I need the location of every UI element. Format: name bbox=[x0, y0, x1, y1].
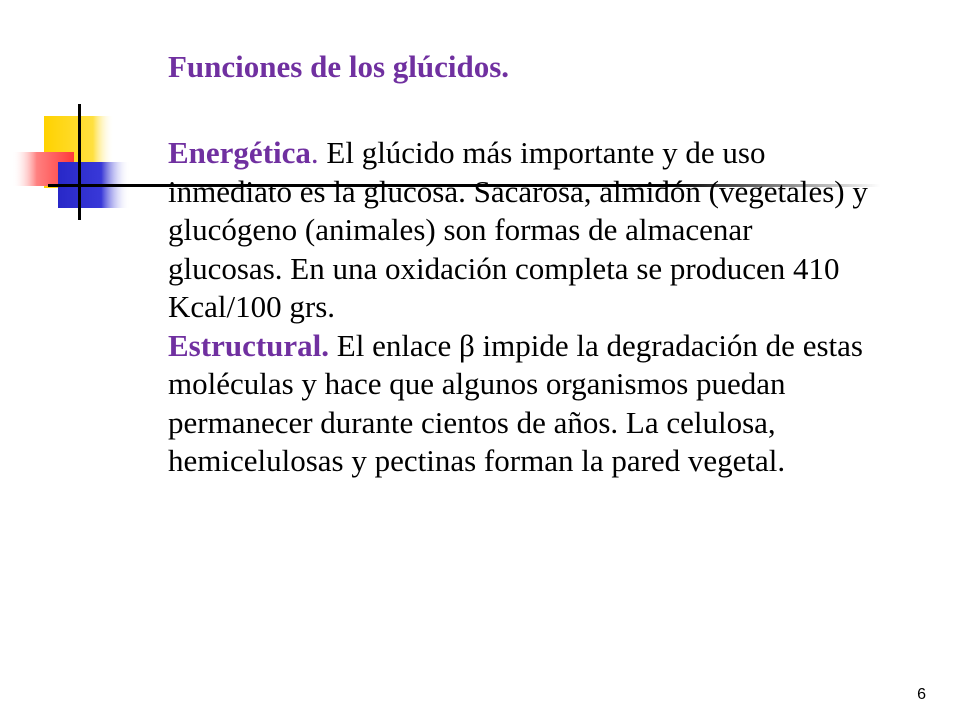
paragraph-energetica bbox=[168, 134, 868, 327]
text-energetica: El glúcido más importante y de uso inmediato es la glucosa. Sacarosa, almidón (vegetales) y glucógeno (animales) son formas de almacenar glucosas. En una oxidación completa se producen 410 Kcal/100 grs. bbox=[168, 135, 868, 324]
lead-energetica: Energética bbox=[168, 135, 311, 170]
lead-punct-energetica: . bbox=[310, 135, 319, 170]
slide-body bbox=[168, 48, 868, 481]
vertical-line bbox=[78, 104, 81, 220]
text-estructural: El enlace β impide la degradación de estas moléculas y hace que algunos organismos puedan permanecer durante cientos de años. La celulosa, hemicelulosas y pectinas forman la pared vegetal. bbox=[168, 327, 863, 478]
lead-estructural: Estructural. bbox=[168, 327, 330, 363]
page-number: 6 bbox=[917, 686, 926, 703]
slide-title: Funciones de los glúcidos. bbox=[168, 49, 510, 84]
paragraph-estructural bbox=[168, 327, 868, 481]
